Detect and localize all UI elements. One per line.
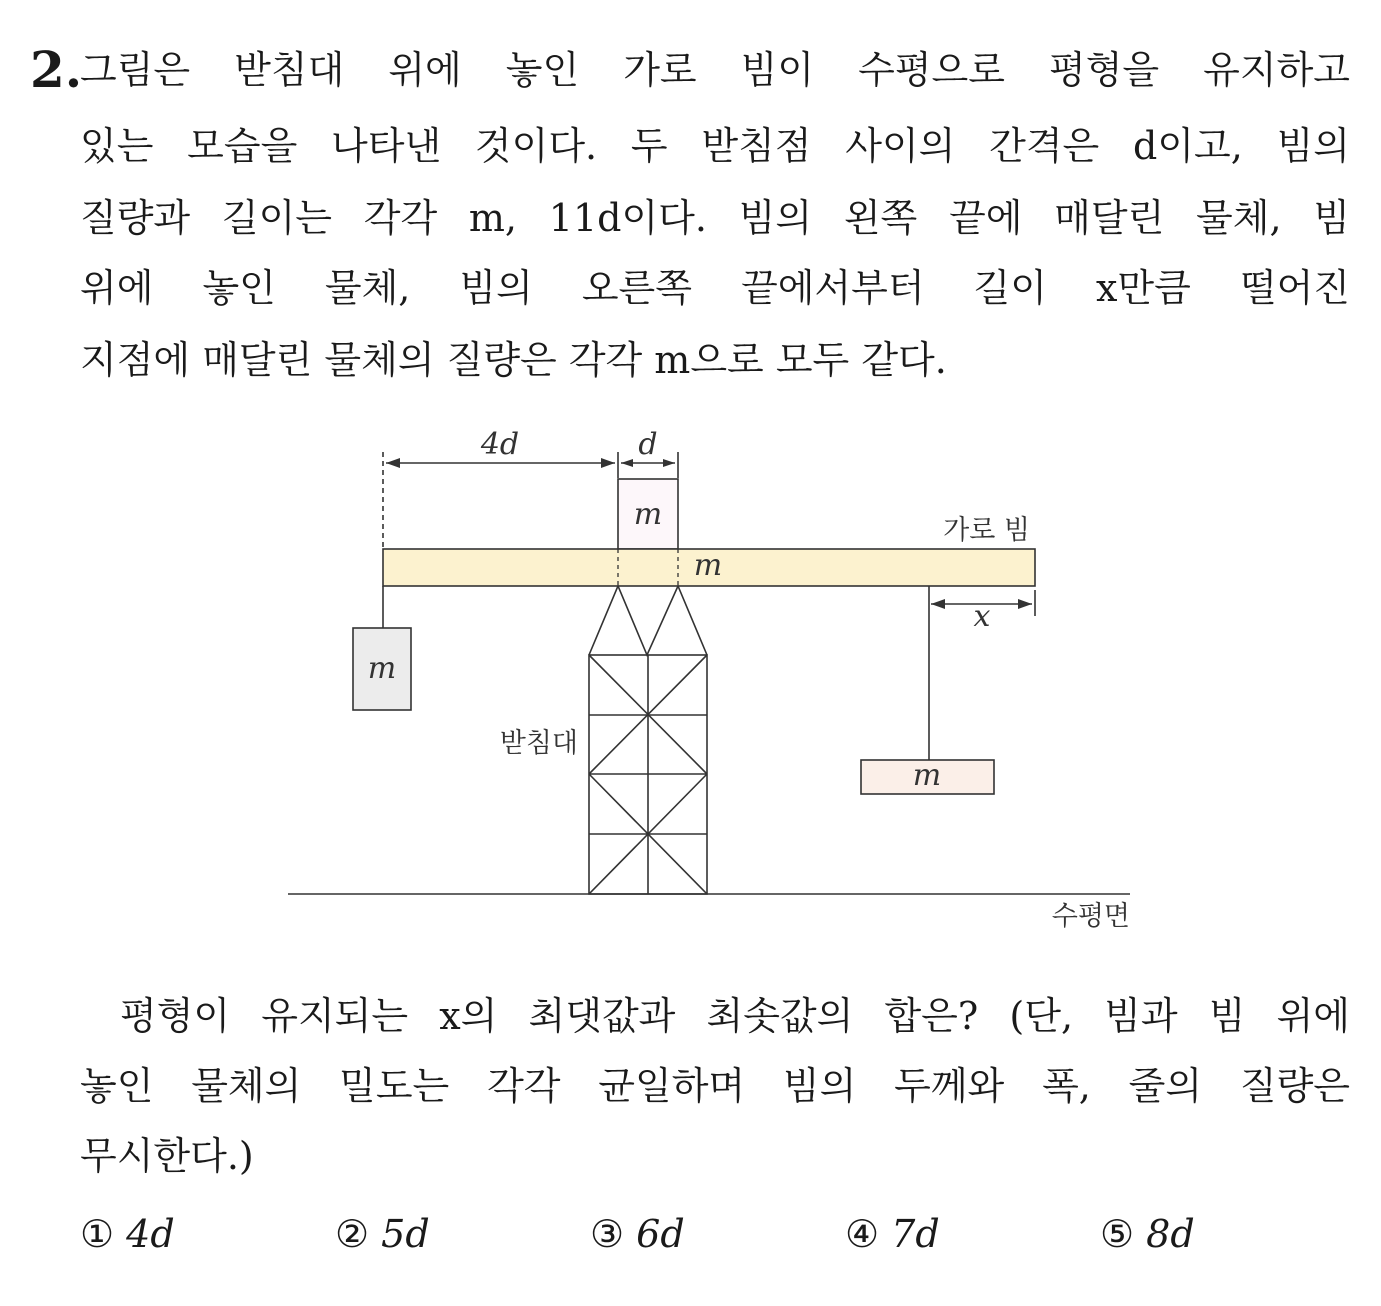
question-line-4: 위에 놓인 물체, 빔의 오른쪽 끝에서부터 길이 x만큼 떨어진 [80, 266, 1350, 310]
left-block-mass: m [367, 651, 397, 686]
question-number: 2. [30, 40, 83, 99]
ground-label: 수평면 [1051, 901, 1130, 932]
prompt-line-2: 놓인 물체의 밀도는 각각 균일하며 빔의 두께와 폭, 줄의 질량은 [80, 1064, 1350, 1108]
choice-4-value: 7d [891, 1212, 940, 1256]
beam-mass: m [693, 548, 723, 583]
choice-2[interactable] [335, 1212, 430, 1256]
prompt-line-1: 평형이 유지되는 x의 최댓값과 최솟값의 합은? (단, 빔과 빔 위에 [120, 994, 1350, 1038]
top-block-mass: m [633, 497, 663, 532]
choice-2-symbol: ② [335, 1212, 370, 1256]
dimension-lines [383, 452, 1035, 616]
choice-3[interactable] [590, 1212, 685, 1256]
dim-4d-label: 4d [480, 427, 520, 462]
choice-4[interactable] [845, 1212, 940, 1256]
question-line-1: 그림은 받침대 위에 놓인 가로 빔이 수평으로 평형을 유지하고 [80, 48, 1350, 92]
choice-2-value: 5d [381, 1212, 430, 1256]
choice-1-value: 4d [126, 1212, 175, 1256]
dim-x-label: x [973, 599, 991, 634]
choice-5-value: 8d [1146, 1212, 1195, 1256]
right-block-mass: m [912, 758, 942, 793]
dim-d-label: d [638, 427, 658, 462]
question-line-3: 질량과 길이는 각각 m, 11d이다. 빔의 왼쪽 끝에 매달린 물체, 빔 [80, 196, 1350, 240]
support-label: 받침대 [499, 728, 578, 759]
question-line-5: 지점에 매달린 물체의 질량은 각각 m으로 모두 같다. [80, 338, 947, 382]
question-line-2: 있는 모습을 나타낸 것이다. 두 받침점 사이의 간격은 d이고, 빔의 [80, 124, 1350, 168]
choice-4-symbol: ④ [845, 1212, 880, 1256]
choice-3-symbol: ③ [590, 1212, 625, 1256]
beam-label: 가로 빔 [943, 515, 1030, 546]
choice-1-symbol: ① [80, 1212, 115, 1256]
support-tower [589, 586, 707, 894]
choice-5-symbol: ⑤ [1100, 1212, 1135, 1256]
choice-1[interactable] [80, 1212, 175, 1256]
choice-5[interactable] [1100, 1212, 1195, 1256]
prompt-line-3: 무시한다.) [80, 1134, 254, 1178]
choice-3-value: 6d [636, 1212, 685, 1256]
